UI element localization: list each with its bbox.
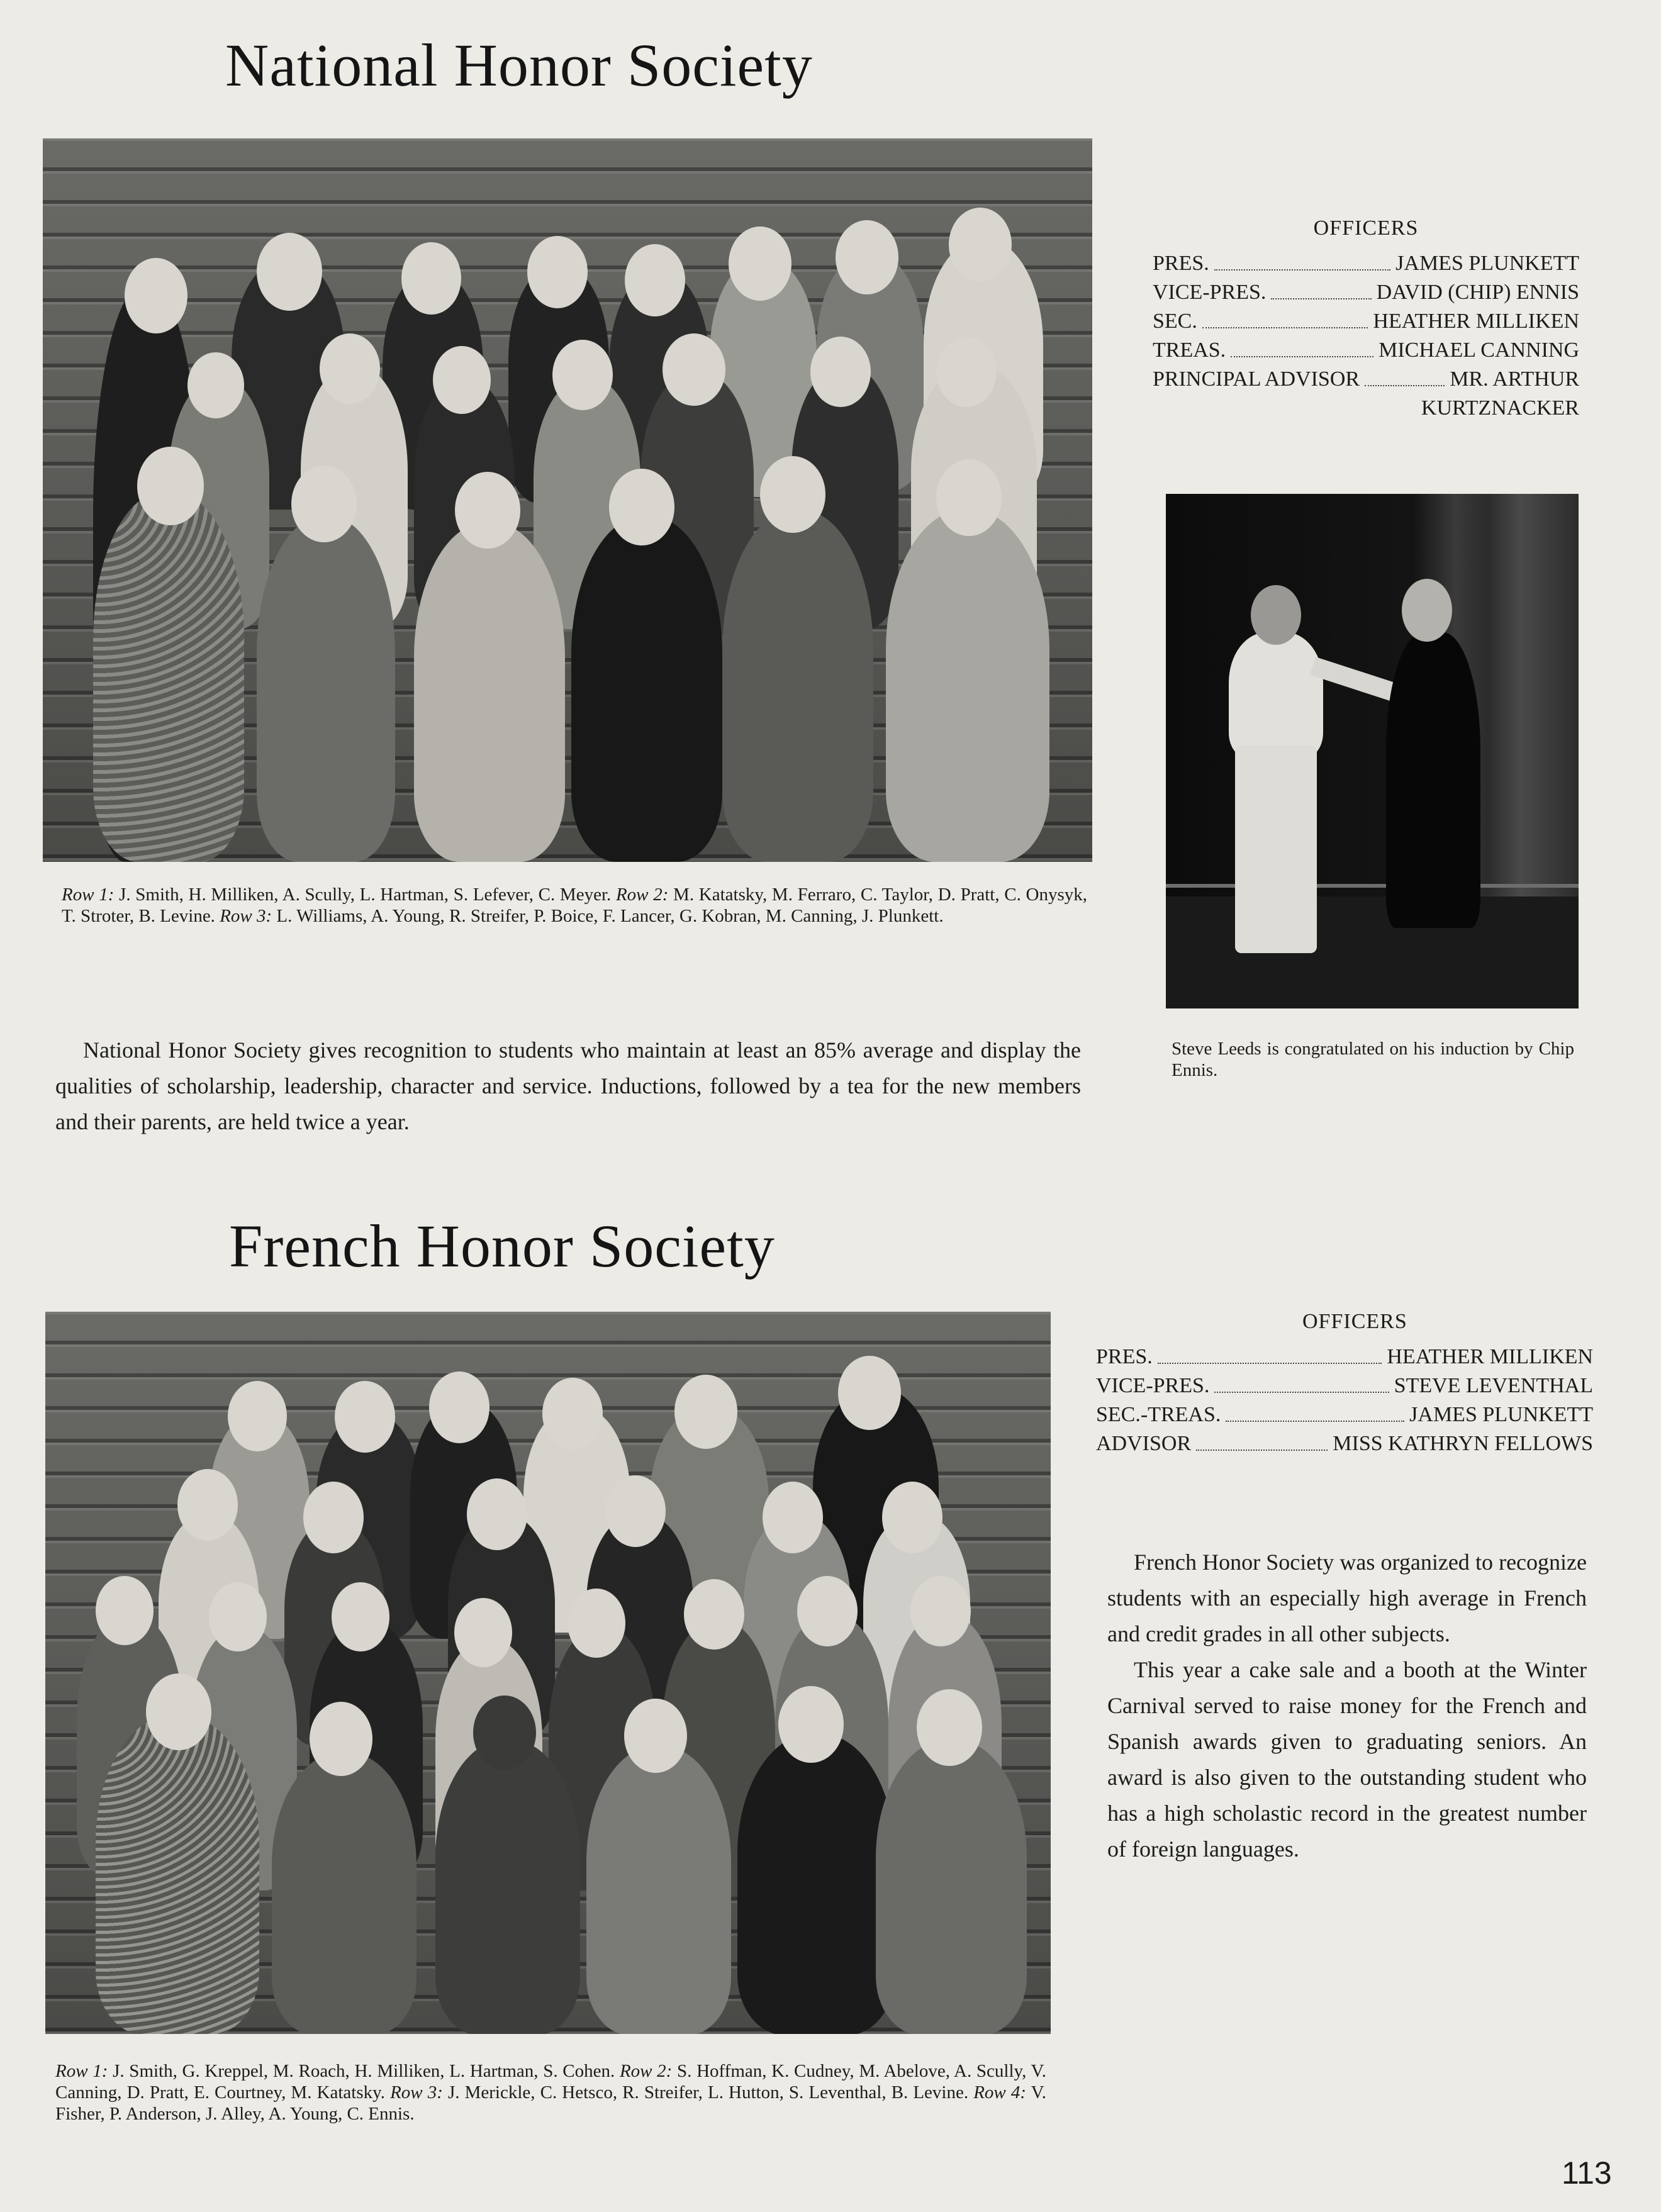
officer-role: PRINCIPAL ADVISOR	[1153, 367, 1360, 391]
dot-leader	[1196, 1429, 1328, 1451]
french-paragraph-2: This year a cake sale and a booth at the Winter Carnival served to raise money for the French and Spanish awards given to graduating seniors. An award is also given to the outstanding student who has a high scholastic record in the greatest number of foreign languages.	[1107, 1657, 1587, 1862]
dot-leader	[1214, 249, 1390, 271]
officer-row	[1096, 1343, 1593, 1371]
nhs-photo-caption	[62, 884, 1087, 927]
officer-role: PRES.	[1096, 1345, 1153, 1368]
nhs-description: National Honor Society gives recognition to students who maintain at least an 85% average and display the qualities of scholarship, leadership, character and service. Inductions, followed by a tea for the new members and their parents, are held twice a year.	[55, 1037, 1081, 1134]
officer-name: HEATHER MILLIKEN	[1387, 1345, 1593, 1368]
caption-row-names: L. Williams, A. Young, R. Streifer, P. Boice, F. Lancer, G. Kobran, M. Canning, J. Plunkett.	[272, 906, 944, 926]
caption-row-names: V. Fisher, P. Anderson, J. Alley, A. Young, C. Ennis.	[55, 2082, 1047, 2124]
officer-row	[1153, 278, 1579, 307]
officer-role: TREAS.	[1153, 338, 1226, 362]
caption-row-names: S. Hoffman, K. Cudney, M. Abelove, A. Scully, V. Canning, D. Pratt, E. Courtney, M. Katatsky.	[55, 2061, 1046, 2103]
french-heading: French Honor Society	[229, 1212, 775, 1280]
officer-row	[1153, 336, 1579, 365]
caption-row-label: Row 3:	[220, 906, 272, 926]
officer-role: SEC.	[1153, 310, 1197, 333]
officers-title: OFFICERS	[1302, 1310, 1407, 1333]
induction-photo-caption: Steve Leeds is congratulated on his induction by Chip Ennis.	[1172, 1039, 1574, 1080]
officer-row-continued	[1153, 394, 1579, 423]
officer-role: SEC.-TREAS.	[1096, 1403, 1221, 1426]
caption-row-label: Row 2:	[615, 885, 669, 905]
officer-role: VICE-PRES.	[1096, 1374, 1210, 1397]
officer-row	[1153, 307, 1579, 336]
officer-row	[1153, 249, 1579, 278]
officer-name: JAMES PLUNKETT	[1395, 252, 1579, 275]
officer-name: DAVID (CHIP) ENNIS	[1376, 281, 1579, 304]
induction-stage-photo	[1166, 494, 1579, 1008]
caption-row-label: Row 4:	[973, 2082, 1027, 2103]
dot-leader	[1214, 1371, 1389, 1393]
nhs-group-photo	[43, 138, 1092, 862]
officer-name: MICHAEL CANNING	[1379, 338, 1579, 362]
page-number: 113	[1562, 2155, 1612, 2191]
officer-row	[1096, 1400, 1593, 1429]
officer-name: MISS KATHRYN FELLOWS	[1333, 1432, 1593, 1455]
officer-row	[1153, 365, 1579, 394]
french-photo-caption	[55, 2060, 1046, 2125]
officer-role: ADVISOR	[1096, 1432, 1192, 1455]
caption-row-names: J. Smith, G. Kreppel, M. Roach, H. Milliken, L. Hartman, S. Cohen.	[108, 2061, 620, 2081]
officer-name: JAMES PLUNKETT	[1409, 1403, 1593, 1426]
nhs-heading: National Honor Society	[225, 31, 813, 99]
dot-leader	[1271, 278, 1371, 299]
french-officers-block	[1096, 1310, 1593, 1458]
nhs-officers-block	[1153, 216, 1579, 423]
french-group-photo	[45, 1312, 1051, 2034]
dot-leader	[1231, 336, 1373, 357]
officer-name-continued: KURTZNACKER	[1421, 396, 1579, 420]
caption-row-label: Row 1:	[55, 2061, 108, 2081]
officer-name: STEVE LEVENTHAL	[1394, 1374, 1593, 1397]
officer-row	[1096, 1371, 1593, 1400]
caption-row-label: Row 3:	[390, 2082, 443, 2103]
caption-row-label: Row 1:	[62, 885, 115, 905]
caption-row-names: J. Merickle, C. Hetsco, R. Streifer, L. Hutton, S. Leventhal, B. Levine.	[442, 2082, 974, 2103]
officers-title: OFFICERS	[1313, 216, 1419, 240]
officer-name: MR. ARTHUR	[1450, 367, 1579, 391]
caption-row-names: J. Smith, H. Milliken, A. Scully, L. Hartman, S. Lefever, C. Meyer.	[114, 885, 616, 905]
french-description	[1107, 1544, 1587, 1867]
dot-leader	[1226, 1400, 1404, 1422]
officer-role: PRES.	[1153, 252, 1209, 275]
dot-leader	[1365, 365, 1445, 386]
caption-row-label: Row 2:	[619, 2061, 673, 2081]
caption-row-names: M. Katatsky, M. Ferraro, C. Taylor, D. Pratt, C. Onysyk, T. Stroter, B. Levine.	[62, 885, 1088, 926]
dot-leader	[1158, 1343, 1382, 1364]
dot-leader	[1202, 307, 1368, 328]
officer-row	[1096, 1429, 1593, 1458]
french-paragraph-1: French Honor Society was organized to recognize students with an especially high average in French and credit grades in all other subjects.	[1107, 1550, 1587, 1646]
officer-name: HEATHER MILLIKEN	[1373, 310, 1579, 333]
officer-role: VICE-PRES.	[1153, 281, 1267, 304]
